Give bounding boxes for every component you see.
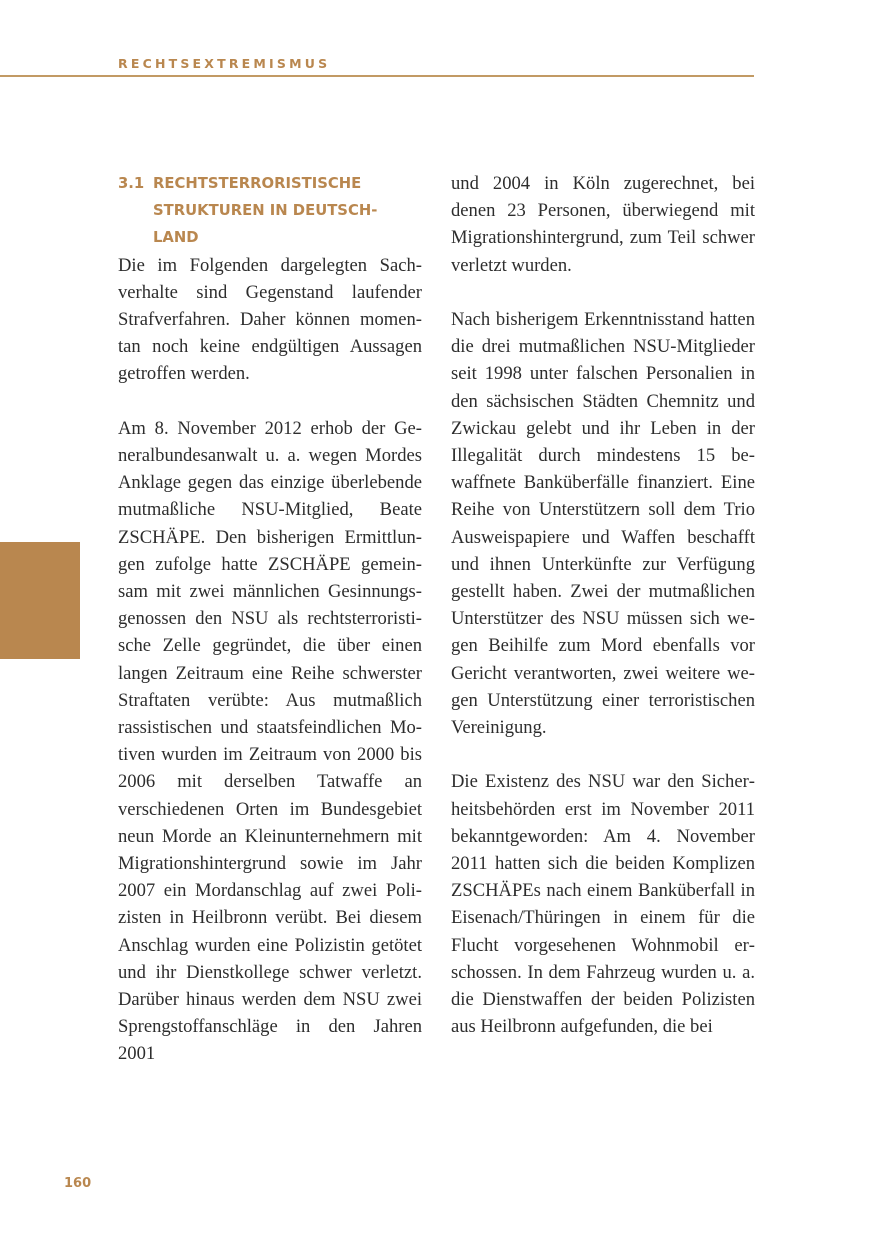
body-paragraph: Nach bisherigem Erkenntnisstand hatten die drei mutmaßlichen NSU-Mitglieder seit 1998 unter falschen Personalien in den sächsischen Städten Chemnitz und Zwickau gelebt und ihr Leben in der Illegalität durch mindestens 15 bewaffnete Banküberfälle finanziert. Eine Reihe von Unterstützern soll dem Trio Ausweispapiere und Waffen beschafft und ihnen Unterkünfte zur Verfügung gestellt haben. Zwei der mutmaßlichen Unterstützer des NSU müssen sich wegen Beihilfe zum Mord ebenfalls vor Gericht verantworten, zwei weitere wegen Unterstützung einer terroristischen Vereinigung.	[451, 309, 755, 739]
section-number: 3.1	[118, 175, 145, 192]
body-paragraph: und 2004 in Köln zugerechnet, bei denen 23 Personen, überwiegend mit Migrationshintergrund, zum Teil schwer verletzt wurden.	[451, 173, 755, 276]
right-text-column	[451, 170, 755, 1068]
body-paragraph: Am 8. November 2012 erhob der Generalbundesanwalt u. a. wegen Mordes Anklage gegen das einzige überlebende mutmaßliche NSU-Mitglied, Beate ZSCHÄPE. Den bisherigen Ermittlungen zufolge hatte ZSCHÄPE gemeinsam mit zwei männlichen Gesinnungsgenossen den NSU als rechtsterroristische Zelle gegründet, die über einen langen Zeitraum eine Reihe schwerster Straftaten verübte: Aus mutmaßlich rassistischen und staatsfeindlichen Motiven wurden im Zeitraum von 2000 bis 2006 mit derselben Tatwaffe an verschiedenen Orten im Bundesgebiet neun Morde an Kleinunternehmern mit Migrationshintergrund sowie im Jahr 2007 ein Mordanschlag auf zwei Polizisten in Heilbronn verübt. Bei diesem Anschlag wurden eine Polizistin getötet und ihr Dienstkollege schwer verletzt. Darüber hinaus werden dem NSU zwei Sprengstoffanschläge in den Jahren 2001	[118, 417, 422, 1065]
section-title: RECHTSTERRORISTISCHE STRUKTUREN IN DEUTSCHLAND	[153, 175, 378, 247]
header-rule	[0, 75, 754, 77]
body-paragraph: Die Existenz des NSU war den Sicherheitsbehörden erst im November 2011 bekanntgeworden: Am 4. November 2011 hatten sich die beiden Komplizen ZSCHÄPEs nach einem Banküberfall in Eisenach/Thüringen in einem für die Flucht vorgesehenen Wohnmobil erschossen. In dem Fahrzeug wurden u. a. die Dienstwaffen der beiden Polizisten aus Heilbronn aufgefunden, die bei	[451, 771, 755, 1038]
left-text-column	[118, 170, 422, 1095]
running-header-title: RECHTSEXTREMISMUS	[118, 56, 331, 71]
chapter-side-tab	[0, 542, 80, 659]
section-heading	[118, 170, 422, 252]
body-paragraph: Die im Folgenden dargelegten Sachverhalte sind Gegenstand laufender Strafverfahren. Daher können momentan noch keine endgültigen Aussagen getroffen werden.	[118, 254, 422, 385]
page-number: 160	[64, 1176, 92, 1191]
